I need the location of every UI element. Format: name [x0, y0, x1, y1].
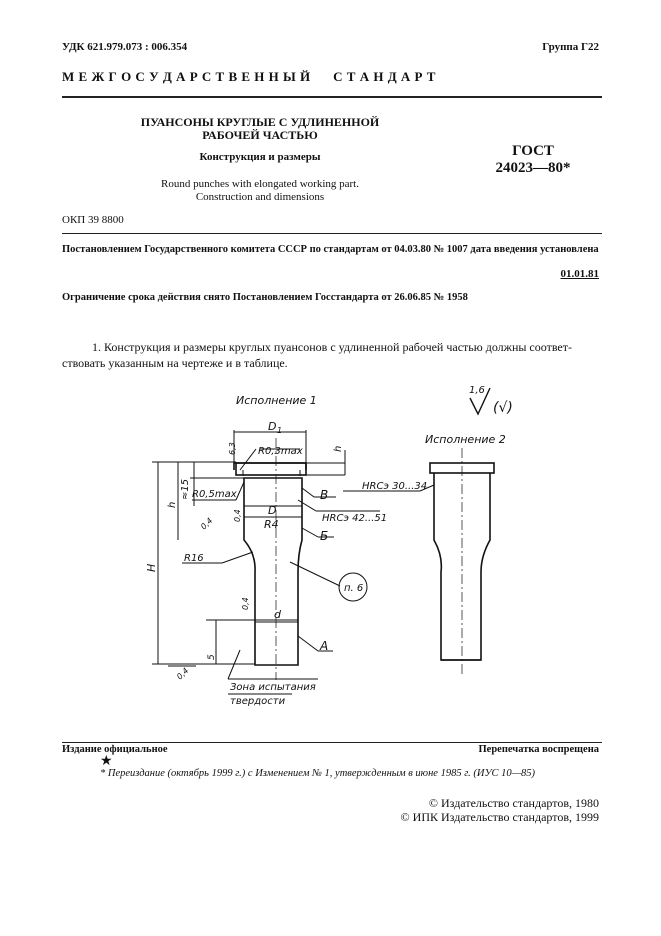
variant1-label: Исполнение 1: [236, 394, 317, 407]
udk-code: УДК 621.979.073 : 006.354: [62, 41, 188, 53]
zone-line1: Зона испытания: [230, 682, 316, 693]
gost-label: ГОСТ: [512, 143, 554, 159]
label-hrc2: HRCэ 30...34: [362, 481, 428, 492]
title-en-line1: Round punches with elongated working part.: [161, 178, 359, 190]
label-Bcyr: Б: [320, 529, 329, 543]
label-r16: R16: [184, 553, 204, 564]
label-d: d: [274, 608, 281, 621]
zone-line2: твердости: [230, 696, 286, 707]
intro-date: 01.01.81: [560, 268, 599, 280]
label-D1: D: [268, 420, 277, 433]
gost-number: 24023—80*: [495, 160, 571, 176]
reprint-forbidden: Перепечатка воспрещена: [478, 744, 599, 755]
copyright-1: © Издательство стандартов, 1980: [428, 796, 599, 810]
reissue-note: * Переиздание (октябрь 1999 г.) с Изменением № 1, утвержденным в июне 1985 г. (ИУС 10—85): [100, 768, 536, 779]
label-04c: 0,4: [241, 597, 250, 610]
label-r05: R0,5max: [192, 489, 237, 500]
title-en-line2: Construction and dimensions: [195, 191, 325, 203]
limitation-text: Ограничение срока действия снято Постановлением Госстандарта от 26.06.85 № 1958: [62, 292, 468, 303]
label-h1: h: [333, 445, 344, 452]
label-r4: R4: [264, 518, 279, 531]
clause-1-line1: 1. Конструкция и размеры круглых пуансонов с удлиненной рабочей частью должны соответ-: [92, 340, 572, 354]
group-code: Группа Г22: [542, 41, 599, 53]
title-ru-line2: РАБОЧЕЙ ЧАСТЬЮ: [202, 128, 318, 142]
standard-type-heading: М Е Ж Г О С У Д А Р С Т В Е Н Н Ы Й С Т А Н Д А Р Т: [62, 69, 436, 84]
label-H: H: [145, 563, 158, 572]
leader-Bcyr-arrow: [302, 528, 318, 537]
v1-head-cap: [236, 463, 306, 475]
leader-A-arrow: [298, 636, 318, 651]
label-04d: 0,4: [175, 666, 191, 682]
variant2-label: Исполнение 2: [425, 433, 506, 446]
label-B: В: [320, 488, 329, 502]
label-A: А: [320, 639, 329, 653]
label-h: h: [167, 501, 178, 508]
footer-rule: [62, 742, 602, 743]
leader-B-arrow: [302, 488, 314, 497]
star-mark: ★: [100, 754, 113, 769]
leader-r03-arrow: [240, 449, 256, 470]
label-63: 6,3: [228, 442, 237, 455]
label-04a: 0,4: [199, 516, 215, 532]
label-5: 5: [207, 654, 217, 660]
roughness-paren: (√): [493, 400, 513, 416]
label-D: D: [268, 504, 277, 517]
leader-r05-arrow: [236, 482, 244, 500]
label-p6: п. 6: [344, 583, 364, 594]
official-edition: Издание официальное: [62, 744, 168, 755]
roughness-value: 1,6: [469, 385, 485, 396]
label-r03: R0,3max: [258, 446, 303, 457]
label-hrc1: HRCэ 42...51: [322, 513, 388, 524]
label-D1-sub: 1: [277, 426, 283, 435]
okp-code: ОКП 39 8800: [62, 214, 124, 226]
title-ru-subtitle: Конструкция и размеры: [199, 151, 321, 163]
copyright-2: © ИПК Издательство стандартов, 1999: [400, 810, 599, 824]
title-ru-line1: ПУАНСОНЫ КРУГЛЫЕ С УДЛИНЕННОЙ: [140, 115, 380, 129]
clause-1-line2: ствовать указанным на чертеже и в таблице.: [62, 356, 288, 370]
label-04b: 0,4: [233, 509, 242, 522]
resolution-text: Постановлением Государственного комитета СССР по стандартам от 04.03.80 № 1007 дата введения установлена: [62, 244, 599, 255]
label-approx15: ≈15: [180, 478, 191, 500]
leader-r16-arrow: [222, 552, 253, 563]
